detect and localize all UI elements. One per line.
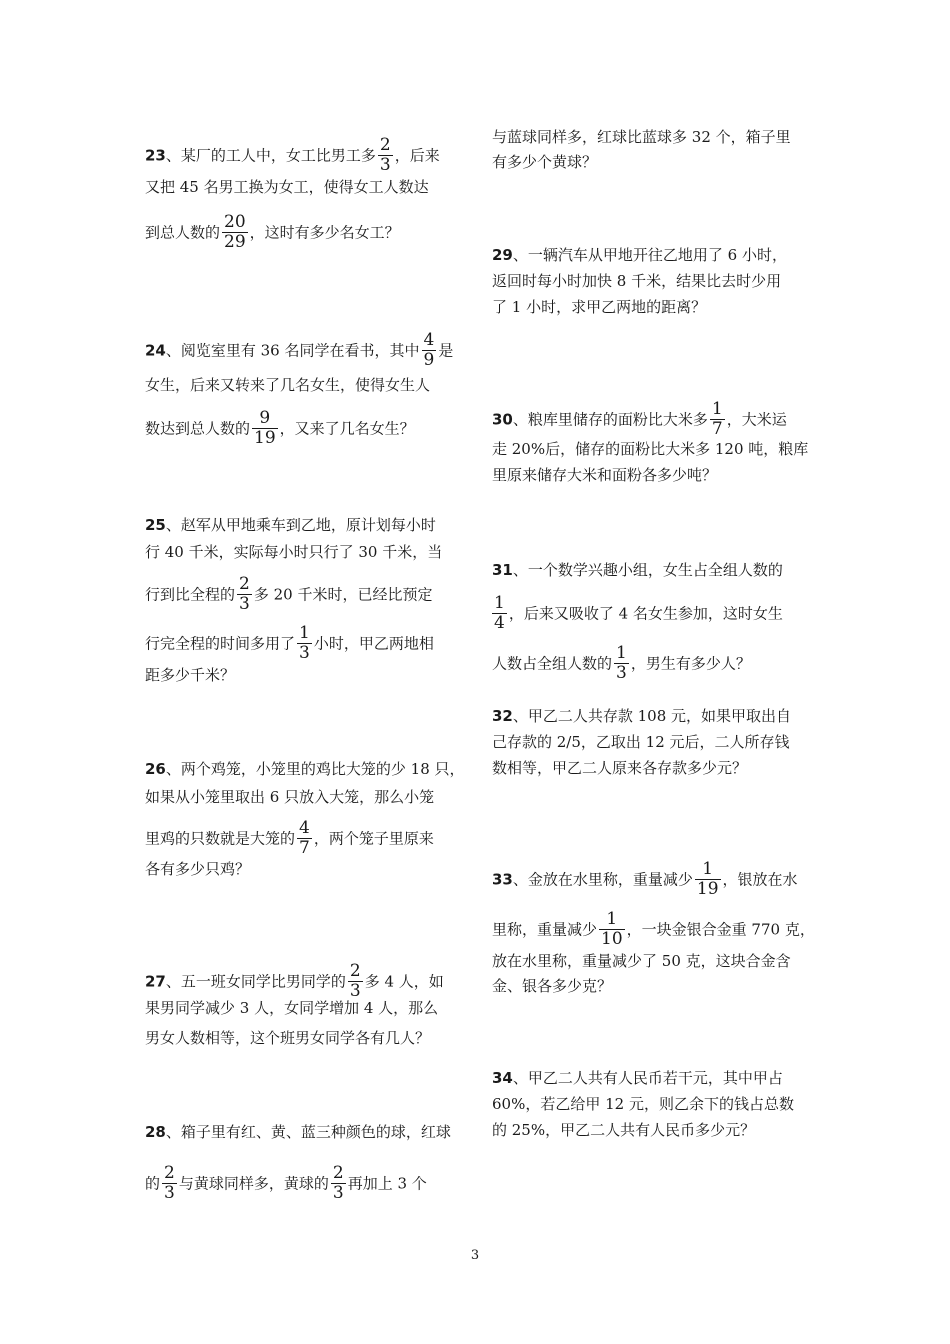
fraction: $\frac{2}{3}$ (349, 961, 361, 1001)
fraction: $\frac{2}{3}$ (164, 1163, 175, 1203)
fraction: $\frac{2}{3}$ (239, 574, 250, 614)
problem-number: 23 (145, 146, 166, 165)
fraction: $\frac{20}{29}$ (224, 212, 246, 252)
problem-number: 26 (145, 760, 166, 778)
problem-number: 34 (492, 1069, 513, 1087)
problem-number: 32 (492, 707, 513, 725)
problem-number: 33 (492, 870, 513, 889)
problem-number: 28 (145, 1123, 166, 1141)
fraction: $\frac{1}{19}$ (696, 859, 719, 899)
fraction: $\frac{1}{3}$ (299, 623, 310, 663)
page-number: 3 (470, 1248, 480, 1263)
problem-number: 25 (145, 516, 166, 534)
problem-number: 29 (492, 246, 513, 264)
fraction: $\frac{2}{3}$ (379, 135, 391, 175)
fraction: $\frac{9}{19}$ (254, 408, 276, 448)
problem-number: 31 (492, 561, 513, 579)
problem-number: 27 (145, 972, 166, 991)
problem-number: 24 (145, 341, 166, 360)
fraction: $\frac{1}{3}$ (616, 643, 627, 683)
fraction: $\frac{1}{10}$ (601, 909, 623, 949)
problem-number: 30 (492, 410, 513, 429)
fraction: $\frac{1}{4}$ (494, 593, 505, 633)
fraction: $\frac{1}{7}$ (711, 399, 723, 439)
fraction: $\frac{4}{9}$ (423, 330, 435, 370)
fraction: $\frac{2}{3}$ (332, 1163, 344, 1203)
fraction: $\frac{4}{7}$ (299, 818, 310, 858)
